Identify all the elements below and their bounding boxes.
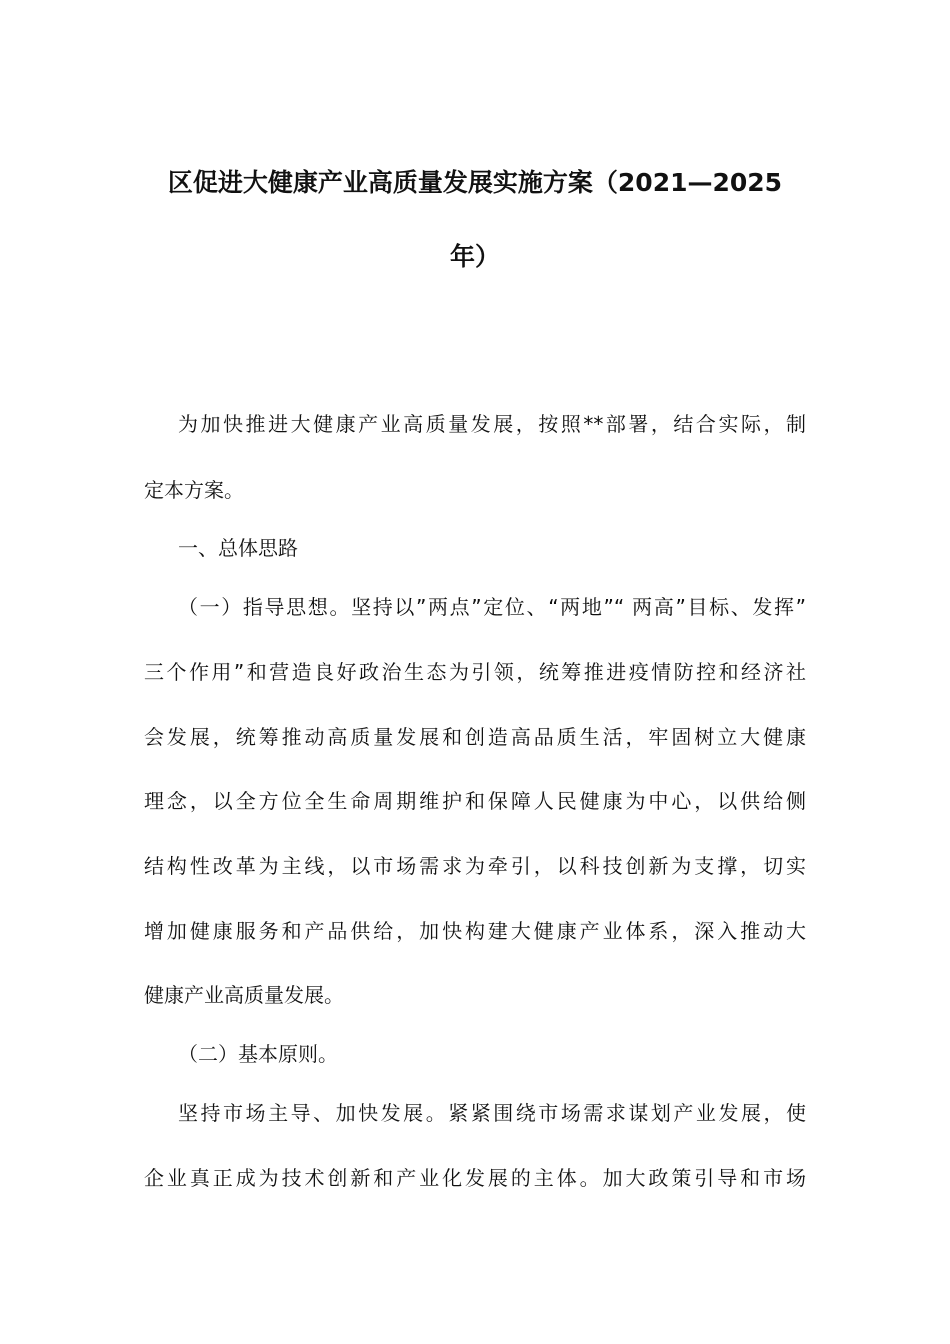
guiding-thought-line-2: 三个作用”和营造良好政治生态为引领，统筹推进疫情防控和经济社 xyxy=(144,660,806,684)
guiding-thought-line-3: 会发展，统筹推动高质量发展和创造高品质生活，牢固树立大健康 xyxy=(144,725,806,749)
guiding-thought-line-5: 结构性改革为主线，以市场需求为牵引，以科技创新为支撑，切实 xyxy=(144,854,806,878)
document-title-line-1: 区促进大健康产业高质量发展实施方案（2021—2025 xyxy=(167,168,783,197)
market-principle-line-2: 企业真正成为技术创新和产业化发展的主体。加大政策引导和市场 xyxy=(144,1166,806,1190)
guiding-thought-line-1: （一）指导思想。坚持以”两点”定位、“两地”“ 两高”目标、发挥” xyxy=(178,595,806,619)
section-heading-overall-approach: 一、总体思路 xyxy=(178,536,298,560)
intro-paragraph-line-1: 为加快推进大健康产业高质量发展，按照**部署，结合实际，制 xyxy=(178,412,806,436)
market-principle-line-1: 坚持市场主导、加快发展。紧紧围绕市场需求谋划产业发展，使 xyxy=(178,1101,806,1125)
subsection-heading-basic-principles: （二）基本原则。 xyxy=(178,1042,338,1066)
intro-paragraph-line-2: 定本方案。 xyxy=(144,478,244,502)
guiding-thought-line-6: 增加健康服务和产品供给，加快构建大健康产业体系，深入推动大 xyxy=(144,919,806,943)
guiding-thought-line-4: 理念，以全方位全生命周期维护和保障人民健康为中心，以供给侧 xyxy=(144,789,806,813)
document-title-line-2: 年） xyxy=(449,242,500,271)
guiding-thought-line-7: 健康产业高质量发展。 xyxy=(144,983,344,1007)
